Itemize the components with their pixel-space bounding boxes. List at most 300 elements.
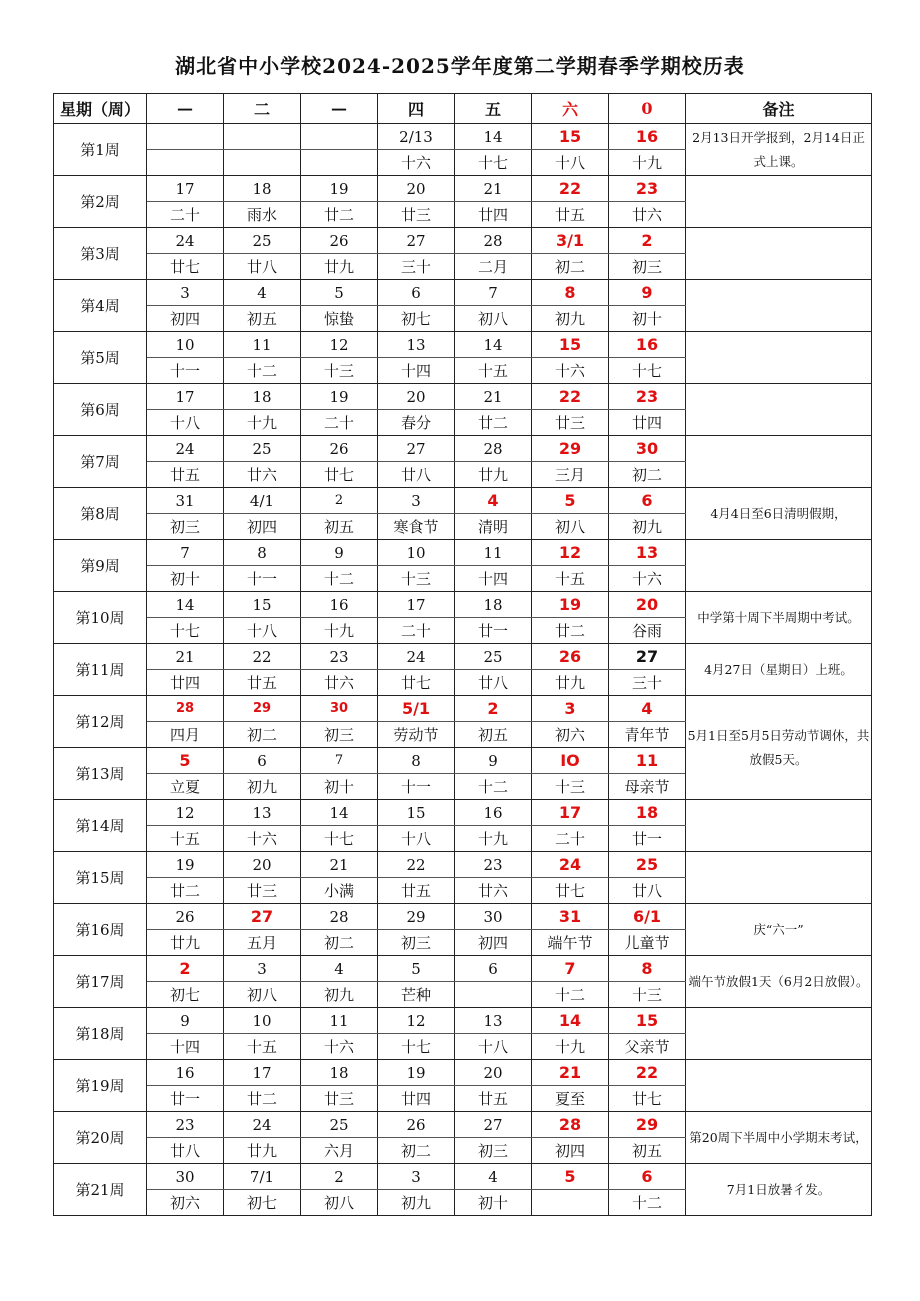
- date-cell: 7: [455, 280, 532, 306]
- date-cell: 24: [147, 228, 224, 254]
- lunar-cell: 廿九: [147, 930, 224, 956]
- lunar-cell: 初七: [224, 1190, 301, 1216]
- lunar-cell: 儿童节: [609, 930, 686, 956]
- lunar-cell: 十六: [301, 1034, 378, 1060]
- lunar-cell: 十一: [378, 774, 455, 800]
- lunar-cell: 十一: [224, 566, 301, 592]
- lunar-cell: 十五: [224, 1034, 301, 1060]
- lunar-cell: 劳动节: [378, 722, 455, 748]
- lunar-cell: 廿九: [455, 462, 532, 488]
- lunar-cell: 廿五: [378, 878, 455, 904]
- lunar-cell: 十二: [455, 774, 532, 800]
- date-cell: 2: [301, 1164, 378, 1190]
- header-thu: 四: [378, 94, 455, 124]
- lunar-cell: 初三: [378, 930, 455, 956]
- date-cell: 12: [301, 332, 378, 358]
- week-note: [686, 540, 872, 592]
- lunar-cell: 廿二: [455, 410, 532, 436]
- week-row-dates: [54, 1060, 872, 1086]
- lunar-cell: 廿二: [301, 202, 378, 228]
- date-cell: 11: [224, 332, 301, 358]
- date-cell: 21: [301, 852, 378, 878]
- date-cell: 8: [224, 540, 301, 566]
- lunar-cell: 初二: [532, 254, 609, 280]
- lunar-cell: 小满: [301, 878, 378, 904]
- lunar-cell: 廿八: [147, 1138, 224, 1164]
- lunar-cell: 十五: [532, 566, 609, 592]
- date-cell: 10: [147, 332, 224, 358]
- date-cell: 19: [378, 1060, 455, 1086]
- date-cell: 18: [224, 176, 301, 202]
- week-note: [686, 1008, 872, 1060]
- date-cell: 7/1: [224, 1164, 301, 1190]
- date-cell: 2: [147, 956, 224, 982]
- date-cell: 17: [224, 1060, 301, 1086]
- header-mon: —: [147, 94, 224, 124]
- lunar-cell: 初二: [378, 1138, 455, 1164]
- lunar-cell: 廿六: [301, 670, 378, 696]
- week-note: 5月1日至5月5日劳动节调休，共放假5天。: [686, 696, 872, 800]
- date-cell: 5: [532, 1164, 609, 1190]
- date-cell: 3: [532, 696, 609, 722]
- date-cell: 22: [378, 852, 455, 878]
- week-label: 第21周: [54, 1164, 147, 1216]
- header-wed: —: [301, 94, 378, 124]
- date-cell: 10: [378, 540, 455, 566]
- lunar-cell: 初四: [455, 930, 532, 956]
- date-cell: 21: [147, 644, 224, 670]
- lunar-cell: 雨水: [224, 202, 301, 228]
- lunar-cell: 初五: [224, 306, 301, 332]
- header-week: 星期（周）: [54, 94, 147, 124]
- lunar-cell: 立夏: [147, 774, 224, 800]
- week-row-dates: [54, 332, 872, 358]
- lunar-cell: 五月: [224, 930, 301, 956]
- lunar-cell: 三十: [378, 254, 455, 280]
- date-cell: 19: [301, 176, 378, 202]
- date-cell: 9: [455, 748, 532, 774]
- lunar-cell: [301, 150, 378, 176]
- week-label: 第4周: [54, 280, 147, 332]
- week-note: 庆“六一”: [686, 904, 872, 956]
- lunar-cell: 廿七: [147, 254, 224, 280]
- date-cell: 19: [147, 852, 224, 878]
- date-cell: 13: [224, 800, 301, 826]
- week-note: [686, 332, 872, 384]
- lunar-cell: 寒食节: [378, 514, 455, 540]
- week-label: 第12周: [54, 696, 147, 748]
- date-cell: 14: [301, 800, 378, 826]
- week-label: 第9周: [54, 540, 147, 592]
- date-cell: 18: [301, 1060, 378, 1086]
- lunar-cell: 清明: [455, 514, 532, 540]
- week-row-dates: [54, 904, 872, 930]
- lunar-cell: 初三: [301, 722, 378, 748]
- lunar-cell: 母亲节: [609, 774, 686, 800]
- lunar-cell: 廿八: [609, 878, 686, 904]
- date-cell: 25: [455, 644, 532, 670]
- date-cell: 29: [609, 1112, 686, 1138]
- week-label: 第1周: [54, 124, 147, 176]
- lunar-cell: 六月: [301, 1138, 378, 1164]
- lunar-cell: 初九: [609, 514, 686, 540]
- date-cell: 18: [455, 592, 532, 618]
- date-cell: 3: [378, 488, 455, 514]
- date-cell: 9: [147, 1008, 224, 1034]
- date-cell: 4: [224, 280, 301, 306]
- date-cell: 28: [455, 436, 532, 462]
- lunar-cell: 十九: [609, 150, 686, 176]
- lunar-cell: 十七: [455, 150, 532, 176]
- date-cell: 14: [455, 332, 532, 358]
- week-note: 第20周下半周中小学期末考试，: [686, 1112, 872, 1164]
- lunar-cell: 三十: [609, 670, 686, 696]
- date-cell: 25: [301, 1112, 378, 1138]
- date-cell: 2: [609, 228, 686, 254]
- week-row-dates: [54, 384, 872, 410]
- lunar-cell: 廿三: [224, 878, 301, 904]
- lunar-cell: 廿一: [455, 618, 532, 644]
- lunar-cell: 二十: [301, 410, 378, 436]
- lunar-cell: 廿四: [609, 410, 686, 436]
- lunar-cell: 夏至: [532, 1086, 609, 1112]
- lunar-cell: 十三: [378, 566, 455, 592]
- date-cell: 15: [378, 800, 455, 826]
- date-cell: 14: [147, 592, 224, 618]
- lunar-cell: 初三: [609, 254, 686, 280]
- lunar-cell: 十三: [532, 774, 609, 800]
- lunar-cell: 廿七: [301, 462, 378, 488]
- header-sat: 六: [532, 94, 609, 124]
- date-cell: 28: [147, 696, 224, 722]
- school-calendar-table: [53, 93, 872, 1216]
- lunar-cell: 十四: [147, 1034, 224, 1060]
- date-cell: 10: [224, 1008, 301, 1034]
- week-row-dates: [54, 592, 872, 618]
- lunar-cell: 十八: [224, 618, 301, 644]
- date-cell: 3: [147, 280, 224, 306]
- lunar-cell: 初八: [301, 1190, 378, 1216]
- date-cell: 11: [455, 540, 532, 566]
- date-cell: 31: [532, 904, 609, 930]
- week-row-dates: [54, 124, 872, 150]
- date-cell: 19: [532, 592, 609, 618]
- lunar-cell: 廿六: [609, 202, 686, 228]
- date-cell: 27: [609, 644, 686, 670]
- date-cell: 17: [147, 384, 224, 410]
- page-title: 湖北省中小学校2024-2025学年度第二学期春季学期校历表: [175, 54, 745, 78]
- date-cell: 12: [378, 1008, 455, 1034]
- lunar-cell: 初七: [378, 306, 455, 332]
- week-label: 第2周: [54, 176, 147, 228]
- week-note: [686, 800, 872, 852]
- lunar-cell: 廿七: [532, 878, 609, 904]
- date-cell: 29: [224, 696, 301, 722]
- date-cell: 6: [378, 280, 455, 306]
- lunar-cell: 芒种: [378, 982, 455, 1008]
- lunar-cell: 廿四: [455, 202, 532, 228]
- date-cell: 21: [455, 176, 532, 202]
- date-cell: 4: [609, 696, 686, 722]
- week-row-dates: [54, 228, 872, 254]
- lunar-cell: 初六: [147, 1190, 224, 1216]
- week-row-dates: [54, 280, 872, 306]
- lunar-cell: 初八: [455, 306, 532, 332]
- week-label: 第8周: [54, 488, 147, 540]
- date-cell: 20: [378, 176, 455, 202]
- header-fri: 五: [455, 94, 532, 124]
- lunar-cell: 初九: [532, 306, 609, 332]
- week-label: 第3周: [54, 228, 147, 280]
- lunar-cell: 初六: [532, 722, 609, 748]
- lunar-cell: 二十: [147, 202, 224, 228]
- lunar-cell: 十九: [224, 410, 301, 436]
- week-row-dates: [54, 1112, 872, 1138]
- date-cell: 5: [147, 748, 224, 774]
- date-cell: 17: [378, 592, 455, 618]
- lunar-cell: 十七: [147, 618, 224, 644]
- lunar-cell: 青年节: [609, 722, 686, 748]
- week-note: [686, 176, 872, 228]
- lunar-cell: 廿五: [455, 1086, 532, 1112]
- date-cell: 11: [301, 1008, 378, 1034]
- week-note: 端午节放假1天（6月2日放假）。: [686, 956, 872, 1008]
- week-label: 第11周: [54, 644, 147, 696]
- lunar-cell: 二月: [455, 254, 532, 280]
- date-cell: 15: [609, 1008, 686, 1034]
- date-cell: 26: [147, 904, 224, 930]
- lunar-cell: 廿四: [147, 670, 224, 696]
- date-cell: 30: [147, 1164, 224, 1190]
- date-cell: 7: [147, 540, 224, 566]
- header-notes: 备注: [686, 94, 872, 124]
- lunar-cell: 十八: [455, 1034, 532, 1060]
- lunar-cell: 十七: [378, 1034, 455, 1060]
- date-cell: 27: [224, 904, 301, 930]
- header-sun: 0: [609, 94, 686, 124]
- date-cell: 18: [609, 800, 686, 826]
- lunar-cell: 初五: [609, 1138, 686, 1164]
- date-cell: 16: [609, 332, 686, 358]
- week-row-dates: [54, 1008, 872, 1034]
- lunar-cell: 廿七: [609, 1086, 686, 1112]
- date-cell: IO: [532, 748, 609, 774]
- lunar-cell: 廿二: [532, 618, 609, 644]
- date-cell: 27: [378, 436, 455, 462]
- date-cell: 9: [301, 540, 378, 566]
- date-cell: 6: [224, 748, 301, 774]
- week-note: 4月27日（星期日）上班。: [686, 644, 872, 696]
- date-cell: 24: [378, 644, 455, 670]
- date-cell: [224, 124, 301, 150]
- date-cell: 26: [301, 228, 378, 254]
- date-cell: 31: [147, 488, 224, 514]
- date-cell: 15: [224, 592, 301, 618]
- date-cell: 3/1: [532, 228, 609, 254]
- date-cell: 13: [378, 332, 455, 358]
- lunar-cell: 廿三: [301, 1086, 378, 1112]
- date-cell: 26: [301, 436, 378, 462]
- date-cell: 20: [378, 384, 455, 410]
- lunar-cell: 廿四: [378, 1086, 455, 1112]
- date-cell: 2: [455, 696, 532, 722]
- date-cell: 24: [532, 852, 609, 878]
- date-cell: 30: [455, 904, 532, 930]
- date-cell: 7: [301, 748, 378, 774]
- date-cell: 17: [147, 176, 224, 202]
- date-cell: 24: [147, 436, 224, 462]
- lunar-cell: 初十: [609, 306, 686, 332]
- lunar-cell: 十八: [532, 150, 609, 176]
- week-label: 第15周: [54, 852, 147, 904]
- date-cell: 21: [532, 1060, 609, 1086]
- date-cell: 4/1: [224, 488, 301, 514]
- week-note: 中学第十周下半周期中考试。: [686, 592, 872, 644]
- date-cell: [301, 124, 378, 150]
- lunar-cell: 初十: [147, 566, 224, 592]
- date-cell: 26: [378, 1112, 455, 1138]
- date-cell: 28: [455, 228, 532, 254]
- date-cell: 29: [378, 904, 455, 930]
- lunar-cell: 十九: [455, 826, 532, 852]
- date-cell: 16: [455, 800, 532, 826]
- lunar-cell: [532, 1190, 609, 1216]
- date-cell: 22: [532, 176, 609, 202]
- date-cell: 11: [609, 748, 686, 774]
- date-cell: 6/1: [609, 904, 686, 930]
- header-row: [54, 94, 872, 124]
- date-cell: 8: [609, 956, 686, 982]
- week-label: 第19周: [54, 1060, 147, 1112]
- date-cell: 27: [455, 1112, 532, 1138]
- lunar-cell: 廿九: [301, 254, 378, 280]
- lunar-cell: 初九: [301, 982, 378, 1008]
- date-cell: 15: [532, 124, 609, 150]
- week-label: 第17周: [54, 956, 147, 1008]
- lunar-cell: 初四: [147, 306, 224, 332]
- week-row-dates: [54, 644, 872, 670]
- date-cell: 18: [224, 384, 301, 410]
- date-cell: 22: [532, 384, 609, 410]
- lunar-cell: 十二: [301, 566, 378, 592]
- date-cell: 25: [609, 852, 686, 878]
- date-cell: 20: [224, 852, 301, 878]
- week-row-dates: [54, 852, 872, 878]
- date-cell: 23: [301, 644, 378, 670]
- lunar-cell: 廿三: [378, 202, 455, 228]
- lunar-cell: 廿五: [532, 202, 609, 228]
- lunar-cell: 十九: [532, 1034, 609, 1060]
- date-cell: 23: [147, 1112, 224, 1138]
- week-label: 第16周: [54, 904, 147, 956]
- date-cell: 5/1: [378, 696, 455, 722]
- week-note: [686, 1060, 872, 1112]
- date-cell: 19: [301, 384, 378, 410]
- lunar-cell: 十七: [301, 826, 378, 852]
- date-cell: 13: [455, 1008, 532, 1034]
- lunar-cell: 廿一: [609, 826, 686, 852]
- week-note: 7月1日放暑彳发。: [686, 1164, 872, 1216]
- lunar-cell: 廿八: [378, 462, 455, 488]
- lunar-cell: 初九: [378, 1190, 455, 1216]
- date-cell: 5: [378, 956, 455, 982]
- week-label: 第5周: [54, 332, 147, 384]
- week-label: 第14周: [54, 800, 147, 852]
- lunar-cell: 廿二: [147, 878, 224, 904]
- lunar-cell: 廿六: [455, 878, 532, 904]
- date-cell: 14: [455, 124, 532, 150]
- date-cell: 4: [455, 488, 532, 514]
- date-cell: 15: [532, 332, 609, 358]
- lunar-cell: 四月: [147, 722, 224, 748]
- lunar-cell: 十八: [147, 410, 224, 436]
- date-cell: 28: [301, 904, 378, 930]
- lunar-cell: 父亲节: [609, 1034, 686, 1060]
- date-cell: 2/13: [378, 124, 455, 150]
- lunar-cell: 十一: [147, 358, 224, 384]
- date-cell: 14: [532, 1008, 609, 1034]
- week-row-dates: [54, 488, 872, 514]
- lunar-cell: 初十: [455, 1190, 532, 1216]
- date-cell: 30: [301, 696, 378, 722]
- lunar-cell: 廿九: [532, 670, 609, 696]
- lunar-cell: 谷雨: [609, 618, 686, 644]
- date-cell: 21: [455, 384, 532, 410]
- date-cell: 5: [301, 280, 378, 306]
- date-cell: 7: [532, 956, 609, 982]
- lunar-cell: 十三: [609, 982, 686, 1008]
- date-cell: 30: [609, 436, 686, 462]
- lunar-cell: 二十: [532, 826, 609, 852]
- date-cell: 16: [301, 592, 378, 618]
- date-cell: 5: [532, 488, 609, 514]
- week-label: 第13周: [54, 748, 147, 800]
- date-cell: 3: [224, 956, 301, 982]
- week-row-dates: [54, 1164, 872, 1190]
- date-cell: 25: [224, 228, 301, 254]
- date-cell: 27: [378, 228, 455, 254]
- header-tue: 二: [224, 94, 301, 124]
- lunar-cell: 十五: [147, 826, 224, 852]
- week-label: 第10周: [54, 592, 147, 644]
- date-cell: 22: [224, 644, 301, 670]
- week-row-dates: [54, 956, 872, 982]
- lunar-cell: 初五: [301, 514, 378, 540]
- week-note: [686, 852, 872, 904]
- lunar-cell: 十二: [224, 358, 301, 384]
- week-label: 第7周: [54, 436, 147, 488]
- lunar-cell: 春分: [378, 410, 455, 436]
- date-cell: 22: [609, 1060, 686, 1086]
- lunar-cell: 十六: [532, 358, 609, 384]
- week-note: 4月4日至6日清明假期，: [686, 488, 872, 540]
- lunar-cell: 廿六: [224, 462, 301, 488]
- week-row-dates: [54, 176, 872, 202]
- lunar-cell: 初二: [301, 930, 378, 956]
- date-cell: 29: [532, 436, 609, 462]
- lunar-cell: 端午节: [532, 930, 609, 956]
- lunar-cell: 廿五: [224, 670, 301, 696]
- lunar-cell: 二十: [378, 618, 455, 644]
- date-cell: 3: [378, 1164, 455, 1190]
- lunar-cell: 初三: [147, 514, 224, 540]
- lunar-cell: 廿五: [147, 462, 224, 488]
- date-cell: 6: [609, 1164, 686, 1190]
- lunar-cell: 廿七: [378, 670, 455, 696]
- lunar-cell: 初五: [455, 722, 532, 748]
- date-cell: 16: [147, 1060, 224, 1086]
- date-cell: 6: [455, 956, 532, 982]
